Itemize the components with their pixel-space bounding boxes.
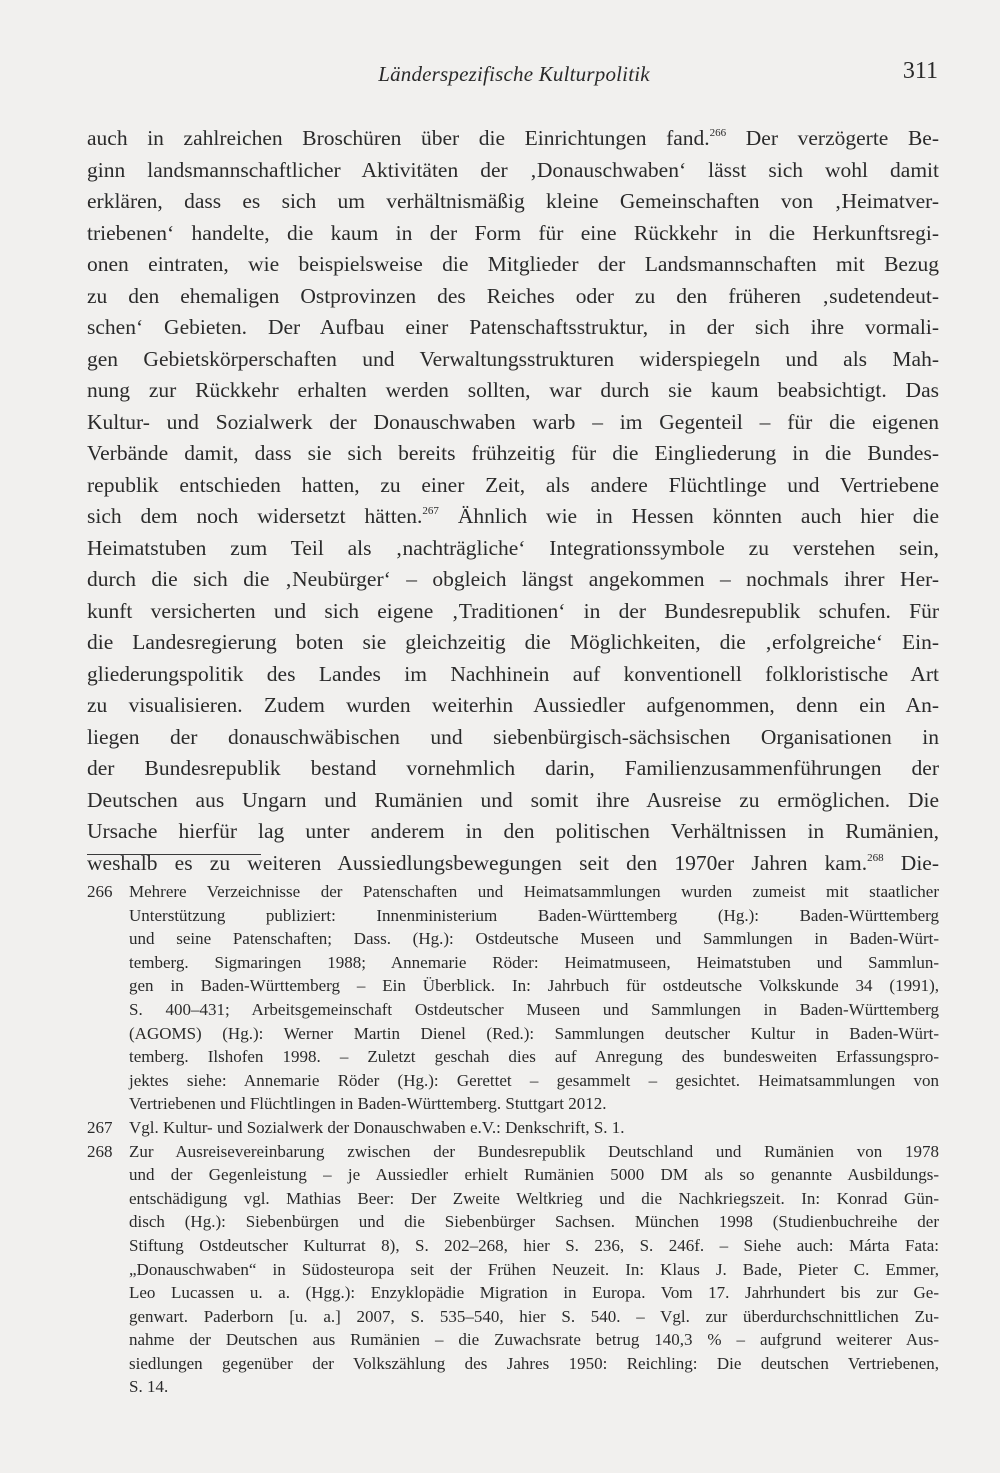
footnote (87, 1116, 939, 1140)
footnote-line: temberg. Ilshofen 1998. – Zuletzt geschah dies auf Anregung des bundesweiten Erfassungspro- (129, 1047, 939, 1067)
text-line (87, 501, 939, 533)
footnote-number: 266 (87, 882, 113, 901)
text-run: kunft versicherten und sich eigene ‚Traditionen‘ in der Bundesrepublik schufen. Für (87, 598, 939, 623)
running-head (90, 58, 938, 90)
text-run: ginn landsmannschaftlicher Aktivitäten der ‚Donauschwaben‘ lässt sich wohl damit (87, 157, 939, 182)
text-run: Heimatstuben zum Teil als ‚nachträgliche‘ Integrationssymbole zu verstehen sein, (87, 535, 939, 560)
text-run: sich dem noch widersetzt hätten. (87, 504, 423, 528)
text-line (87, 564, 939, 596)
page-number: 311 (902, 58, 938, 84)
footnote-number: 268 (87, 1141, 113, 1161)
footnote-line: S. 14. (129, 1377, 169, 1397)
text-run: Der verzögerte Be- (726, 126, 939, 150)
text-run: gliederungspolitik des Landes im Nachhinein auf konventionell folkloristische Art (87, 661, 939, 686)
footnote (87, 1140, 939, 1400)
text-line (87, 249, 939, 281)
footnote-line: Vgl. Kultur- und Sozialwerk der Donauschwaben e.V.: Denkschrift, S. 1. (129, 1117, 625, 1137)
text-run: gen Gebietskörperschaften und Verwaltungsstrukturen widerspiegeln und als Mah- (87, 346, 939, 371)
footnote-line: Unterstützung publiziert: Innenministerium Baden-Württemberg (Hg.): Baden-Württemberg (129, 905, 939, 925)
footnote-line: gen in Baden-Württemberg – Ein Überblick. In: Jahrbuch für ostdeutsche Volkskunde 34 (1991), (129, 976, 939, 996)
text-run: die Landesregierung boten sie gleichzeitig die Möglichkeiten, die ‚erfolgreiche‘ Ein- (87, 630, 939, 654)
text-run: erklären, dass es sich um verhältnismäßig kleine Gemeinschaften von ‚Heimatver- (87, 189, 939, 213)
text-line (87, 281, 939, 313)
text-run: onen eintraten, wie beispielsweise die Mitglieder der Landsmannschaften mit Bezug (87, 252, 939, 276)
text-run: Kultur- und Sozialwerk der Donauschwaben warb – im Gegenteil – für die eigenen (87, 409, 939, 434)
text-run: auch in zahlreichen Broschüren über die Einrichtungen fand. (87, 126, 710, 150)
text-line (87, 375, 939, 407)
footnote-line: temberg. Sigmaringen 1988; Annemarie Röder: Heimatmuseen, Heimatstuben und Sammlun- (129, 952, 939, 972)
text-line (87, 470, 939, 502)
text-run: Verbände damit, dass sie sich bereits frühzeitig für die Eingliederung in die Bundes- (87, 441, 939, 465)
text-line (87, 344, 939, 376)
text-line (87, 123, 939, 155)
text-run: liegen der donauschwäbischen und siebenbürgisch-sächsischen Organisationen in (87, 724, 939, 749)
text-run: der Bundesrepublik bestand vornehmlich darin, Familienzusammenführungen der (87, 756, 939, 780)
footnote-ref: 267 (422, 505, 439, 517)
footnote-line: nahme der Deutschen aus Rumänien – die Zuwachsrate betrug 140,3 % – aufgrund weiterer Aus- (129, 1330, 939, 1350)
text-line (87, 155, 939, 187)
main-text (87, 123, 939, 879)
text-run: schen‘ Gebieten. Der Aufbau einer Patenschaftsstruktur, in der sich ihre vormali- (87, 315, 939, 339)
text-line (87, 722, 939, 754)
footnote-line: und seine Patenschaften; Dass. (Hg.): Ostdeutsche Museen und Sammlungen in Baden-Würt- (129, 929, 939, 949)
footnote-line: Vertriebenen und Flüchtlingen in Baden-Württemberg. Stuttgart 2012. (129, 1094, 607, 1114)
footnote-line: Stiftung Ostdeutscher Kulturrat 8), S. 202–268, hier S. 236, S. 246f. – Siehe auch: Márta Fata: (129, 1235, 939, 1255)
text-run: zu den ehemaligen Ostprovinzen des Reiches oder zu den früheren ‚sudetendeut- (87, 283, 939, 308)
footnote-rule (87, 854, 261, 855)
text-line (87, 659, 939, 691)
footnote-ref: 268 (867, 851, 884, 864)
text-run: Ähnlich wie in Hessen könnten auch hier die (438, 504, 940, 528)
footnote-line: jektes siehe: Annemarie Röder (Hg.): Gerettet – gesammelt – gesichtet. Heimatsammlungen von (129, 1070, 939, 1090)
text-line (87, 218, 939, 250)
text-line (87, 407, 939, 439)
running-title: Länderspezifische Kulturpolitik (378, 62, 650, 86)
text-run: durch die sich die ‚Neubürger‘ – obgleich längst angekommen – nochmals ihrer Her- (87, 567, 939, 591)
text-run: triebenen‘ handelte, die kaum in der Form für eine Rückkehr in die Herkunftsregi- (87, 220, 939, 245)
text-line (87, 848, 939, 880)
footnote-text (129, 1140, 939, 1400)
text-line (87, 186, 939, 218)
text-line (87, 596, 939, 628)
text-run: weshalb es zu weiteren Aussiedlungsbewegungen seit den 1970er Jahren kam. (87, 850, 868, 875)
footnote-text (129, 880, 939, 1116)
text-run: Die- (883, 850, 939, 875)
text-run: Ursache hierfür lag unter anderem in den politischen Verhältnissen in Rumänien, (87, 819, 939, 843)
footnote-line: Leo Lucassen u. a. (Hgg.): Enzyklopädie Migration in Europa. Vom 17. Jahrhundert bis zur Ge- (129, 1283, 939, 1303)
text-line (87, 312, 939, 344)
footnote-line: (AGOMS) (Hg.): Werner Martin Dienel (Red.): Sammlungen deutscher Kultur in Baden-Würt- (129, 1023, 939, 1043)
text-line (87, 438, 939, 470)
footnote-line: genwart. Paderborn [u. a.] 2007, S. 535–540, hier S. 540. – Vgl. zur überdurchschnittlichen Zu- (129, 1306, 939, 1326)
text-line (87, 627, 939, 659)
text-run: Deutschen aus Ungarn und Rumänien und somit ihre Ausreise zu ermöglichen. Die (87, 787, 939, 812)
text-run: zu visualisieren. Zudem wurden weiterhin Aussiedler aufgenommen, denn ein An- (87, 693, 939, 717)
text-line (87, 753, 939, 785)
footnote-ref: 266 (709, 127, 727, 139)
text-run: nung zur Rückkehr erhalten werden sollten, war durch sie kaum beabsichtigt. Das (87, 378, 939, 402)
footnote-line: S. 400–431; Arbeitsgemeinschaft Ostdeutscher Museen und Sammlungen in Baden-Württemberg (129, 999, 939, 1019)
text-line (87, 690, 939, 722)
text-run: republik entschieden hatten, zu einer Zeit, als andere Flüchtlinge und Vertriebene (87, 472, 939, 497)
footnote-number: 267 (87, 1117, 113, 1137)
text-line (87, 816, 939, 848)
text-line (87, 785, 939, 817)
footnotes (87, 880, 939, 1399)
footnote-line: Mehrere Verzeichnisse der Patenschaften und Heimatsammlungen wurden zumeist mit staatlicher (129, 882, 939, 901)
footnote-line: siedlungen gegenüber der Volkszählung des Jahres 1950: Reichling: Die deutschen Vertriebenen, (129, 1353, 939, 1373)
footnote-line: und der Gegenleistung – je Aussiedler erhielt Rumänien 5000 DM als so genannte Ausbildungs- (129, 1165, 939, 1185)
footnote-line: disch (Hg.): Siebenbürgen und die Siebenbürger Sachsen. München 1998 (Studienbuchreihe der (129, 1212, 939, 1232)
footnote-text (129, 1116, 939, 1140)
footnote-line: entschädigung vgl. Mathias Beer: Der Zweite Weltkrieg und die Nachkriegszeit. In: Konrad Gün- (129, 1188, 939, 1208)
footnote (87, 880, 939, 1116)
footnote-line: „Donauschwaben“ in Südosteuropa seit der Frühen Neuzeit. In: Klaus J. Bade, Pieter C. Emmer, (129, 1259, 939, 1279)
text-line (87, 533, 939, 565)
footnote-line: Zur Ausreisevereinbarung zwischen der Bundesrepublik Deutschland und Rumänien von 1978 (129, 1141, 939, 1161)
